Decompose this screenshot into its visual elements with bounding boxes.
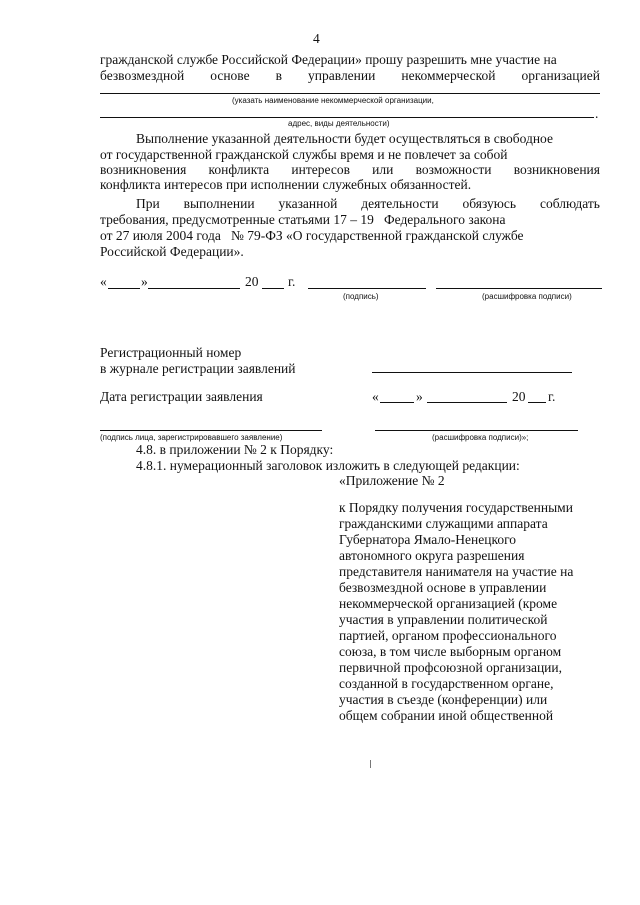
para1-line-4: конфликта интересов при исполнении служебных обязанностей.: [100, 177, 472, 192]
registrar-signature-line: [100, 430, 322, 431]
word: организацией: [521, 68, 600, 83]
appendix-line: общем собрании иной общественной: [339, 708, 554, 723]
caption-decode: (расшифровка подписи): [482, 292, 572, 301]
caption-org: (указать наименование некоммерческой организации,: [232, 96, 434, 105]
word: возникновения: [513, 162, 600, 177]
sig-year-line: [262, 288, 284, 289]
word: возможности: [415, 162, 492, 177]
appendix-line: Губернатора Ямало-Ненецкого: [339, 532, 517, 547]
para1-line-2: от государственной гражданской службы время и не повлечет за собой: [100, 147, 508, 162]
para2-line-4: Российской Федерации».: [100, 244, 244, 259]
caption-signature: (подпись): [343, 292, 379, 301]
reg-date-label: Дата регистрации заявления: [100, 389, 263, 404]
reg-year: 20: [512, 389, 526, 404]
scan-mark: [370, 760, 371, 768]
reg-date-close: »: [416, 389, 423, 404]
reg-day-line: [380, 402, 414, 403]
sig-date-close: »: [141, 274, 148, 289]
reg-number-label-1: Регистрационный номер: [100, 345, 242, 360]
reg-number-line: [372, 372, 572, 373]
caption-registrar-decode: (расшифровка подписи)»;: [432, 433, 529, 442]
word: возникновения: [100, 162, 187, 177]
word: соблюдать: [539, 196, 600, 211]
reg-date-open: «: [372, 389, 379, 404]
para1-line-3: [100, 162, 600, 178]
word: выполнении: [183, 196, 255, 211]
sig-day-line: [108, 288, 140, 289]
item-4-8-1: 4.8.1. нумерационный заголовок изложить в следующей редакции:: [136, 458, 520, 473]
sig-year-suffix: г.: [288, 274, 296, 289]
reg-year-suffix: г.: [548, 389, 556, 404]
page-number: 4: [313, 31, 320, 46]
signature-line: [308, 288, 426, 289]
line-end-period: .: [595, 106, 599, 121]
word: При: [136, 196, 160, 211]
caption-address: адрес, виды деятельности): [288, 119, 390, 128]
word: безвозмездной: [100, 68, 185, 83]
word: в: [275, 68, 282, 83]
appendix-title: «Приложение № 2: [339, 473, 445, 488]
appendix-line: первичной профсоюзной организации,: [339, 660, 562, 675]
word: основе: [210, 68, 250, 83]
para2-line-2: требования, предусмотренные статьями 17 – 19 Федерального закона: [100, 212, 506, 227]
para2-line-1: [136, 196, 600, 212]
item-4-8: 4.8. в приложении № 2 к Порядку:: [136, 442, 334, 457]
appendix-text: [339, 500, 573, 724]
intro-line-2: [100, 68, 600, 84]
registrar-decode-line: [375, 430, 578, 431]
intro-line-1: гражданской службе Российской Федерации» прошу разрешить мне участие на: [100, 52, 557, 67]
sig-date-open: «: [100, 274, 107, 289]
para2-line-3: от 27 июля 2004 года № 79-ФЗ «О государственной гражданской службе: [100, 228, 524, 243]
sig-month-line: [148, 288, 240, 289]
word: конфликта: [208, 162, 270, 177]
org-name-line: [100, 93, 600, 94]
word: указанной: [278, 196, 338, 211]
reg-month-line: [427, 402, 507, 403]
address-line: [100, 117, 594, 118]
word: управлении: [308, 68, 376, 83]
para1-line-1: Выполнение указанной деятельности будет осуществляться в свободное: [136, 131, 553, 146]
reg-year-line: [528, 402, 546, 403]
appendix-line: автономного округа разрешения: [339, 548, 525, 563]
signature-decode-line: [436, 288, 602, 289]
reg-number-label-2: в журнале регистрации заявлений: [100, 361, 296, 376]
appendix-line: участия в управлении политической: [339, 612, 548, 627]
word: деятельности: [361, 196, 439, 211]
word: обязуюсь: [462, 196, 517, 211]
appendix-line: партией, органом профессионального: [339, 628, 557, 643]
appendix-line: участия в съезде (конференции) или: [339, 692, 548, 707]
appendix-line: некоммерческой организацией (кроме: [339, 596, 558, 611]
sig-year: 20: [245, 274, 259, 289]
appendix-line: союза, в том числе выборным органом: [339, 644, 562, 659]
word: некоммерческой: [401, 68, 496, 83]
word: или: [372, 162, 394, 177]
appendix-line: созданной в государственном органе,: [339, 676, 554, 691]
appendix-line: к Порядку получения государственными: [339, 500, 573, 515]
word: интересов: [291, 162, 350, 177]
appendix-line: представителя нанимателя на участие на: [339, 564, 574, 579]
appendix-line: гражданскими служащими аппарата: [339, 516, 548, 531]
appendix-line: безвозмездной основе в управлении: [339, 580, 547, 595]
caption-registrar-signature: (подпись лица, зарегистрировавшего заявление): [100, 433, 283, 442]
